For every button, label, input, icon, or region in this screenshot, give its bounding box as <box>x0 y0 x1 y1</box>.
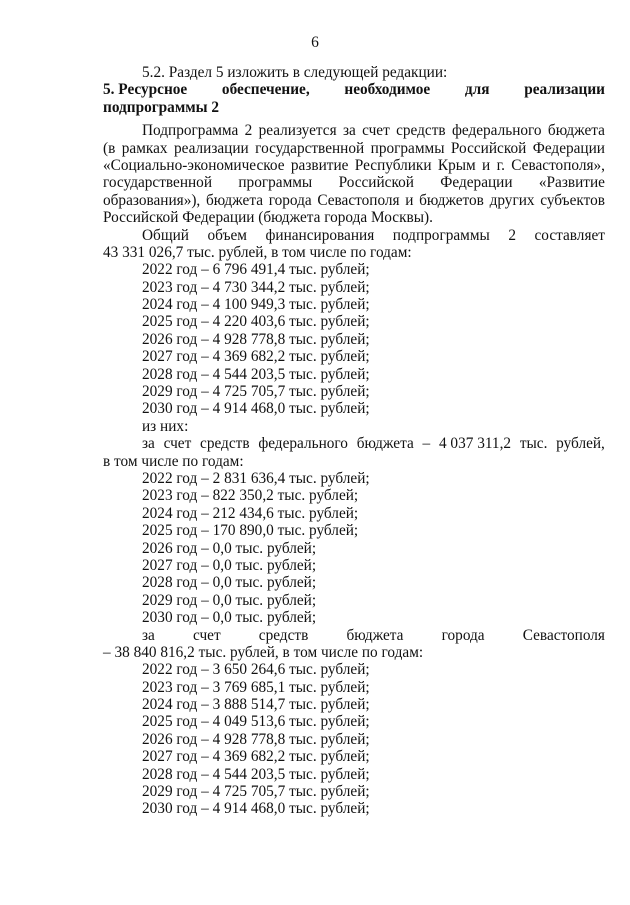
section-heading-line-2: подпрограммы 2 <box>103 98 220 116</box>
year-line: 2023 год – 3 769 685,1 тыс. рублей; <box>142 678 370 696</box>
word: «Развитие <box>538 174 605 192</box>
word: обеспечение, <box>221 81 310 99</box>
year-line: 2024 год – 4 100 949,3 тыс. рублей; <box>142 296 370 314</box>
word: Общий <box>142 226 189 244</box>
word: 2 <box>244 122 253 140</box>
section-heading-line-1 <box>103 81 605 98</box>
word: г. <box>496 156 505 174</box>
word: субъектов <box>540 191 605 209</box>
word: города <box>268 191 312 209</box>
year-line: 2028 год – 0,0 тыс. рублей; <box>142 574 317 592</box>
year-line: 2026 год – 4 928 778,8 тыс. рублей; <box>142 730 370 748</box>
word: составляет <box>534 226 605 244</box>
word: Севастополя <box>522 626 605 644</box>
word: рублей, <box>556 435 605 453</box>
word: 5. Ресурсное <box>103 81 188 99</box>
of-them-line: из них: <box>142 417 189 435</box>
word: подпрограммы <box>392 226 490 244</box>
total-funding-block <box>103 227 605 418</box>
total-line-2: 43 331 026,7 тыс. рублей, в том числе по годам: <box>103 243 412 261</box>
total-year-list <box>103 261 605 418</box>
sevastopol-line-1 <box>103 627 605 644</box>
word: – <box>422 435 431 453</box>
word: бюджетов <box>419 191 484 209</box>
word: счет <box>163 435 192 453</box>
year-line: 2026 год – 4 928 778,8 тыс. рублей; <box>142 330 370 348</box>
year-line: 2030 год – 0,0 тыс. рублей; <box>142 609 317 627</box>
word: развитие <box>290 156 349 174</box>
year-line: 2025 год – 4 220 403,6 тыс. рублей; <box>142 313 370 331</box>
intro-line: 5.2. Раздел 5 изложить в следующей редакции: <box>142 64 448 81</box>
word: Подпрограмма <box>142 122 239 140</box>
word: счет <box>192 626 221 644</box>
word: государственной <box>255 139 365 157</box>
word: рамках <box>121 139 168 157</box>
year-line: 2022 год – 6 796 491,4 тыс. рублей; <box>142 261 370 279</box>
word: необходимое <box>344 81 431 99</box>
word: (в <box>103 139 116 157</box>
word: Федерации <box>532 139 605 157</box>
word: реализуется <box>258 122 337 140</box>
year-line: 2030 год – 4 914 468,0 тыс. рублей; <box>142 400 370 418</box>
year-line: 2027 год – 0,0 тыс. рублей; <box>142 556 317 574</box>
year-line: 2026 год – 0,0 тыс. рублей; <box>142 539 317 557</box>
word: объем <box>207 226 247 244</box>
paragraph-line <box>103 157 605 174</box>
sevastopol-year-list <box>103 661 605 818</box>
year-line: 2030 год – 4 914 468,0 тыс. рублей; <box>142 800 370 818</box>
word: программы <box>238 174 313 192</box>
year-line: 2024 год – 3 888 514,7 тыс. рублей; <box>142 696 370 714</box>
word: бюджета <box>346 626 404 644</box>
word: счет <box>362 122 390 140</box>
document-body <box>103 64 605 818</box>
word: реализации <box>524 81 605 99</box>
word: финансирования <box>265 226 375 244</box>
year-line: 2024 год – 212 434,6 тыс. рублей; <box>142 504 359 522</box>
word: за <box>342 122 356 140</box>
word: образования»), <box>103 191 201 209</box>
total-line-1 <box>103 227 605 244</box>
paragraph-line: Российской Федерации (бюджета города Москвы). <box>103 209 433 227</box>
word: Российской <box>338 174 414 192</box>
word: реализации <box>173 139 249 157</box>
word: программы <box>370 139 445 157</box>
paragraph-funding-sources <box>103 122 605 226</box>
year-line: 2028 год – 4 544 203,5 тыс. рублей; <box>142 765 370 783</box>
year-line: 2027 год – 4 369 682,2 тыс. рублей; <box>142 748 370 766</box>
paragraph-line <box>103 174 605 191</box>
word: бюджета <box>205 191 263 209</box>
year-line: 2029 год – 4 725 705,7 тыс. рублей; <box>142 383 370 401</box>
word: федерального <box>258 435 348 453</box>
word: бюджета <box>547 122 605 140</box>
sevastopol-funding-block <box>103 627 605 818</box>
year-line: 2023 год – 822 350,2 тыс. рублей; <box>142 487 359 505</box>
word: других <box>489 191 535 209</box>
federal-line-2: в том числе по годам: <box>103 452 244 470</box>
paragraph-line <box>103 140 605 157</box>
word: средств <box>200 435 250 453</box>
word: города <box>441 626 485 644</box>
page-number: 6 <box>311 34 319 51</box>
year-line: 2025 год – 170 890,0 тыс. рублей; <box>142 522 359 540</box>
word: средств <box>396 122 446 140</box>
word: за <box>142 626 155 644</box>
year-line: 2025 год – 4 049 513,6 тыс. рублей; <box>142 713 370 731</box>
word: и <box>482 156 491 174</box>
word: Севастополя <box>317 191 400 209</box>
word: Республики <box>354 156 432 174</box>
paragraph-line <box>103 122 605 139</box>
word: федерального <box>451 122 542 140</box>
sevastopol-line-2: – 38 840 816,2 тыс. рублей, в том числе по годам: <box>103 643 424 661</box>
year-line: 2022 год – 2 831 636,4 тыс. рублей; <box>142 469 370 487</box>
word: тыс. <box>519 435 548 453</box>
word: 2 <box>508 226 516 244</box>
word: Севастополя», <box>511 156 605 174</box>
word: Крым <box>437 156 476 174</box>
word: 4 037 311,2 <box>438 435 512 453</box>
word: средств <box>258 626 309 644</box>
year-line: 2023 год – 4 730 344,2 тыс. рублей; <box>142 278 370 296</box>
word: для <box>464 81 490 99</box>
year-line: 2029 год – 0,0 тыс. рублей; <box>142 591 317 609</box>
word: «Социально-экономическое <box>103 156 285 174</box>
word: Федерации <box>440 174 513 192</box>
federal-line-1 <box>103 435 605 452</box>
word: Российской <box>450 139 527 157</box>
federal-year-list <box>103 470 605 627</box>
word: и <box>405 191 414 209</box>
word: бюджета <box>356 435 414 453</box>
year-line: 2022 год – 3 650 264,6 тыс. рублей; <box>142 661 370 679</box>
year-line: 2029 год – 4 725 705,7 тыс. рублей; <box>142 783 370 801</box>
word: за <box>142 435 155 453</box>
year-line: 2027 год – 4 369 682,2 тыс. рублей; <box>142 348 370 366</box>
federal-funding-block <box>103 435 605 626</box>
word: государственной <box>103 174 213 192</box>
year-line: 2028 год – 4 544 203,5 тыс. рублей; <box>142 365 370 383</box>
paragraph-line <box>103 192 605 209</box>
